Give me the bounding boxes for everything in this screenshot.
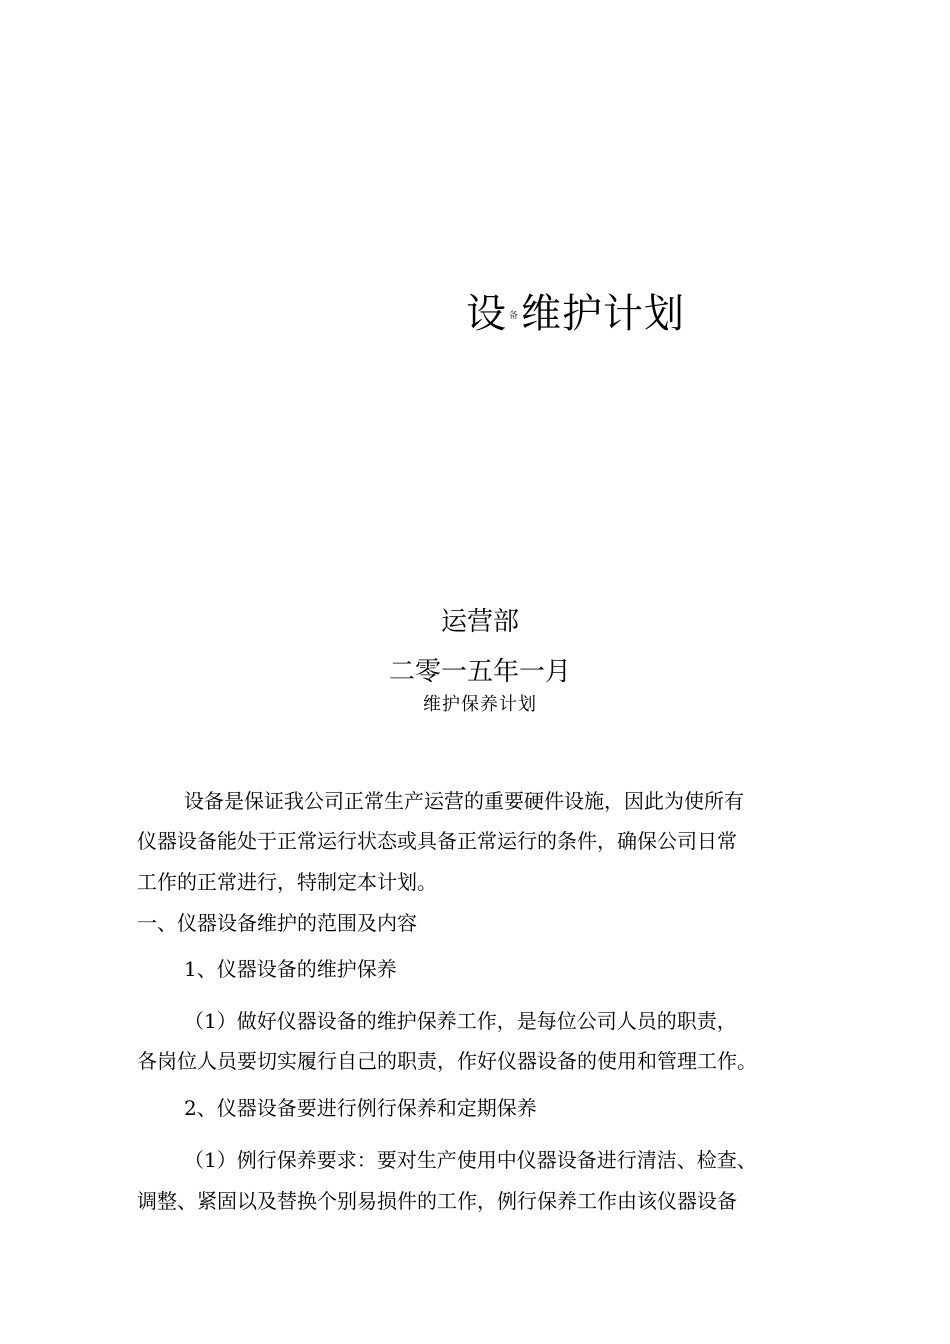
- cover-subtitle: 维护保养计划: [423, 694, 537, 715]
- item-2-1-text: 例行保养要求：要对生产使用中仪器设备进行清洁、检查、: [236, 1148, 757, 1172]
- department-name: 运营部: [440, 607, 519, 637]
- section-heading-1: 一、仪器设备维护的范围及内容: [137, 911, 417, 935]
- intro-line-1: 设备是保证我公司正常生产运营的重要硬件设施，因此为使所有: [184, 789, 744, 813]
- document-title: [466, 288, 685, 340]
- item-1-1-number: （1）: [184, 1009, 237, 1033]
- item-1-text: 、仪器设备的维护保养: [196, 957, 397, 981]
- item-1-1-line-2: 各岗位人员要切实履行自己的职责，作好仪器设备的使用和管理工作。: [137, 1049, 757, 1073]
- item-1-number: 1: [184, 957, 197, 981]
- item-2-heading: [184, 1093, 537, 1123]
- item-2-1-line-2: 调整、紧固以及替换个别易损件的工作，例行保养工作由该仪器设备: [137, 1189, 737, 1213]
- item-1-heading: [184, 954, 397, 984]
- title-small-mark: 备: [509, 310, 520, 321]
- title-text-part2: 维护计划: [521, 291, 686, 337]
- item-1-1-text: 做好仪器设备的维护保养工作，是每位公司人员的职责，: [236, 1009, 737, 1033]
- item-2-number: 2: [184, 1096, 197, 1120]
- item-1-1-line-1: [184, 1006, 737, 1036]
- item-2-1-line-1: [184, 1145, 757, 1175]
- intro-line-3: 工作的正常进行，特制定本计划。: [137, 870, 437, 894]
- cover-date: 二零一五年一月: [388, 657, 571, 687]
- intro-line-2: 仪器设备能处于正常运行状态或具备正常运行的条件，确保公司日常: [137, 829, 737, 853]
- item-2-text: 、仪器设备要进行例行保养和定期保养: [196, 1096, 537, 1120]
- item-2-1-number: （1）: [184, 1148, 237, 1172]
- title-text-part1: 设: [466, 291, 507, 337]
